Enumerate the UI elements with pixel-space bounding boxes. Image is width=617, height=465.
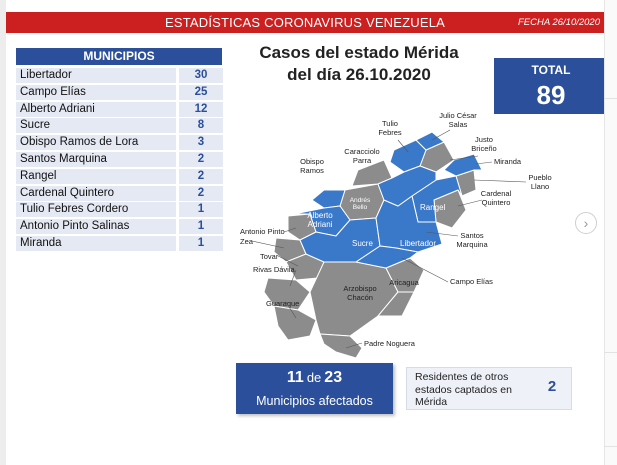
map-label-libertador: Libertador bbox=[400, 239, 437, 248]
map-label-justo-briceno: Justo Briceño bbox=[471, 135, 497, 153]
map-label-tovar: Tovar bbox=[260, 252, 279, 261]
map-label-guaraque: Guaraque bbox=[266, 299, 300, 308]
residents-box bbox=[406, 367, 572, 410]
map-label-julio-cesar-salas: Julio César Salas bbox=[439, 111, 477, 129]
map-label-antonio-pinto-zea: Antonio Pinto Zea bbox=[240, 227, 285, 246]
map-label-caracciolo-parra: Caracciolo Parra bbox=[344, 147, 380, 165]
map-label-tulio-febres: Tulio Febres bbox=[378, 119, 402, 137]
affected-count-line bbox=[236, 369, 393, 387]
affected-total: 23 bbox=[324, 369, 343, 386]
map-label-miranda: Miranda bbox=[494, 157, 522, 166]
map-label-campo-elias: Campo Elías bbox=[450, 277, 493, 286]
municipio-count: 1 bbox=[179, 236, 223, 251]
map-label-alberto-adriani: Alberto Adriani bbox=[307, 211, 333, 229]
map-label-rivas-davila: Rivas Dávila bbox=[253, 265, 295, 274]
municipio-name: Tulio Febres Cordero bbox=[16, 202, 176, 217]
frame-divider bbox=[604, 352, 617, 353]
municipio-name: Cardenal Quintero bbox=[16, 186, 176, 201]
municipio-name: Alberto Adriani bbox=[16, 102, 176, 117]
map-label-pueblo-llano: Pueblo Llano bbox=[528, 173, 552, 191]
municipios-header: MUNICIPIOS bbox=[16, 48, 222, 65]
municipio-count: 8 bbox=[179, 118, 223, 133]
municipio-count: 3 bbox=[179, 135, 223, 150]
residents-value: 2 bbox=[547, 378, 557, 395]
affected-label: Municipios afectados bbox=[256, 394, 373, 408]
map-label-rangel: Rangel bbox=[420, 203, 446, 212]
map-label-padre-noguera: Padre Noguera bbox=[364, 339, 415, 348]
municipio-name: Rangel bbox=[16, 169, 176, 184]
municipio-count: 25 bbox=[179, 85, 223, 100]
municipio-count: 30 bbox=[179, 68, 223, 83]
map-region-guaraque bbox=[274, 306, 316, 340]
municipio-name: Santos Marquina bbox=[16, 152, 176, 167]
municipio-count: 12 bbox=[179, 102, 223, 117]
map-title-line2: del día 26.10.2020 bbox=[287, 65, 431, 84]
municipio-count: 2 bbox=[179, 169, 223, 184]
total-label: TOTAL bbox=[531, 63, 571, 77]
header-title: ESTADÍSTICAS CORONAVIRUS VENEZUELA bbox=[164, 15, 446, 30]
municipio-count: 1 bbox=[179, 202, 223, 217]
map-region-obispo-ramos bbox=[312, 190, 345, 208]
municipio-name: Campo Elías bbox=[16, 85, 176, 100]
next-image-button[interactable]: › bbox=[575, 212, 597, 234]
map-label-aricagua: Aricagua bbox=[389, 278, 419, 287]
post-image bbox=[6, 0, 604, 465]
affected-municipios-box bbox=[236, 363, 393, 414]
map-label-santos-marquina: Santos Marquina bbox=[456, 231, 488, 249]
map-title-line1: Casos del estado Mérida bbox=[259, 43, 459, 62]
map-label-obispo-ramos: Obispo Ramos bbox=[300, 157, 324, 175]
frame-divider bbox=[604, 446, 617, 447]
residents-text-line2: estados captados en bbox=[415, 383, 512, 396]
municipio-name: Antonio Pinto Salinas bbox=[16, 219, 176, 234]
affected-of: de bbox=[306, 370, 322, 385]
municipio-name: Libertador bbox=[16, 68, 176, 83]
municipio-count: 2 bbox=[179, 186, 223, 201]
map-region-padre-noguera bbox=[320, 334, 362, 358]
residents-text-line3: Mérida bbox=[415, 396, 448, 408]
residents-text-line1: Residentes de otros bbox=[415, 371, 509, 383]
header-date: FECHA 26/10/2020 bbox=[517, 17, 600, 28]
total-value: 89 bbox=[536, 80, 566, 110]
municipio-name: Obispo Ramos de Lora bbox=[16, 135, 176, 150]
map-label-arzobispo-chacon: Arzobispo Chacón bbox=[343, 284, 377, 302]
affected-count: 11 bbox=[286, 369, 304, 386]
map-label-andres-bello: Andrés Bello bbox=[349, 197, 371, 211]
frame-divider bbox=[604, 98, 617, 99]
map-label-cardenal-quintero: Cardenal Quintero bbox=[480, 189, 512, 207]
municipio-count: 2 bbox=[179, 152, 223, 167]
municipio-name: Miranda bbox=[16, 236, 176, 251]
municipio-name: Sucre bbox=[16, 118, 176, 133]
municipio-count: 1 bbox=[179, 219, 223, 234]
frame-right bbox=[604, 0, 617, 465]
leader-line-pueblo-llano bbox=[474, 180, 526, 182]
residents-text bbox=[415, 371, 527, 409]
map-label-sucre: Sucre bbox=[352, 239, 373, 248]
